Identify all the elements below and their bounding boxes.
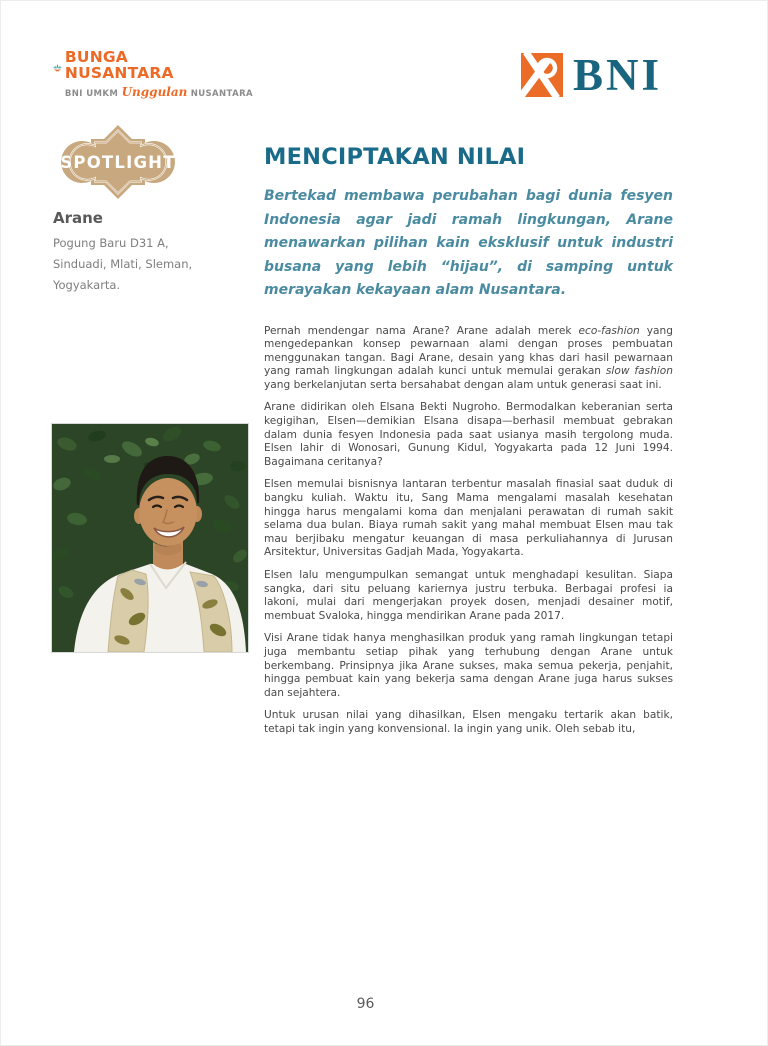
bni-wordmark: BNI: [573, 50, 663, 100]
brand-line1: BUNGA: [64, 48, 128, 66]
page-number: 96: [356, 996, 375, 1012]
lotus-flower-icon: [53, 52, 62, 84]
spotlight-badge-label: SPOTLIGHT: [60, 152, 176, 172]
article-paragraph: Arane didirikan oleh Elsana Bekti Nugroho. Bermodalkan keberanian serta kegigihan, Elsen—demikian Elsana disapa—berhasil membuat gebrakan dalam dunia fesyen Indonesia pada saat usianya masih tergolong muda. Elsen lahir di Wonosari, Gunung Kidul, Yogyakarta pada 12 Juni 1994. Bagaimana ceritanya?: [264, 401, 673, 468]
address-line: Yogyakarta.: [53, 278, 121, 292]
tagline-script: Unggulan: [121, 85, 188, 99]
bni-sail-icon: [521, 53, 563, 97]
article-title: MENCIPTAKAN NILAI: [264, 144, 526, 170]
address-line: Sinduadi, Mlati, Sleman,: [53, 257, 193, 271]
bunga-nusantara-logo: [53, 49, 253, 102]
article-paragraph: Elsen lalu mengumpulkan semangat untuk menghadapi kesulitan. Siapa sangka, dari situ peluang kariernya justru terbuka. Berbagai profesi ia lakoni, mulai dari mengerjakan proyek dosen, menjadi desainer motif, membuat Svaloka, hingga mendirikan Arane pada 2017.: [264, 569, 673, 622]
brand-tagline: [65, 84, 253, 102]
address-line: Pogung Baru D31 A,: [53, 236, 169, 250]
brand-wordmark: [65, 49, 253, 102]
article-lede: Bertekad membawa perubahan bagi dunia fesyen Indonesia agar jadi ramah lingkungan, Arane menawarkan pilihan kain eksklusif untuk industri busana yang lebih “hijau”, di samping untuk merayakan kekayaan alam Nusantara.: [264, 188, 673, 298]
brand-line2: NUSANTARA: [64, 64, 174, 82]
bni-logo: [521, 50, 663, 100]
article-paragraph: Pernah mendengar nama Arane? Arane adalah merek eco-fashion yang mengedepankan konsep pewarnaan alami dengan proses pembuatan menggunakan tangan. Bagi Arane, desain yang khas dari hasil pewarnaan yang ramah lingkungan adalah kunci untuk memulai gerakan slow fashion yang berkelanjutan serta bersahabat dengan alam untuk generasi saat ini.: [264, 324, 673, 391]
article: [264, 144, 673, 746]
tagline-suffix: NUSANTARA: [190, 89, 253, 99]
article-paragraph: Visi Arane tidak hanya menghasilkan produk yang ramah lingkungan tetapi juga membantu setiap pihak yang terhubung dengan Arane untuk berkembang. Prinsipnya jika Arane sukses, maka semua pekerja, penjahit, hingga pembuat kain yang bekerja sama dengan Arane juga harus sukses dan sejahtera.: [264, 632, 673, 699]
article-paragraph: Untuk urusan nilai yang dihasilkan, Elsen mengaku tertarik akan batik, tetapi tak ingin yang konvensional. Ia ingin yang unik. Oleh sebab itu,: [264, 709, 673, 735]
tagline-prefix: BNI UMKM: [64, 89, 119, 99]
profile-photo: [51, 423, 249, 653]
article-body: [264, 325, 673, 737]
profile-name: Arane: [53, 209, 103, 227]
profile-address: [53, 233, 192, 296]
article-paragraph: Elsen memulai bisnisnya lantaran terbentur masalah finasial saat duduk di bangku kuliah. Waktu itu, Sang Mama mengalami masalah kesehatan hingga harus mengalami koma dan menjalani perawatan di rumah sakit selama dua bulan. Biaya rumah sakit yang mahal membuat Elsen mau tak mau berjibaku mengatur keuangan di masa perkuliahannya di Jurusan Arsitektur, Universitas Gadjah Mada, Yogyakarta.: [264, 478, 673, 559]
portrait-illustration: [52, 424, 248, 652]
spotlight-badge: [58, 123, 178, 201]
